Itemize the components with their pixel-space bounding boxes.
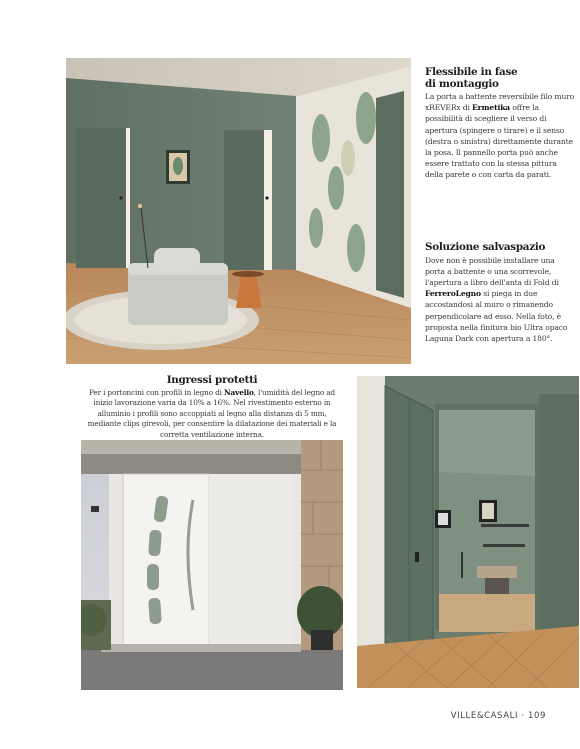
caption-body	[425, 91, 575, 181]
folio-separator: ·	[518, 711, 528, 721]
caption-body	[425, 255, 575, 345]
caption-flessibile	[425, 67, 575, 181]
caption-body	[80, 388, 344, 441]
caption-text: si piega in due accostandosi al muro o rimanendo perpendicolare ad esso. Nella foto, è proposta nella finitura bio Ultra opaco Laguna Dark con apertura a 180°.	[425, 289, 568, 343]
brand-name: Ermetika	[472, 103, 511, 113]
caption-title: Ingressi protetti	[166, 374, 258, 386]
brand-name: Navello	[224, 387, 254, 397]
caption-text: La porta a battente reversibile filo muro xREVERx di	[425, 92, 575, 113]
caption-title: Flessibile in fase di montaggio	[425, 66, 518, 90]
caption-text: Per i portoncini con profili in legno di	[88, 387, 225, 397]
photo-room-flush-doors	[66, 58, 411, 364]
brand-name: FerreroLegno	[425, 289, 481, 299]
magazine-name: VILLE&CASALI	[450, 711, 519, 721]
photo-folding-door	[357, 376, 579, 688]
caption-salvaspazio	[425, 242, 575, 344]
page-number: 109	[527, 711, 546, 721]
caption-text: , l'umidità del legno ad inizio lavorazione varia da 10% a 16%. Nel rivestimento esterno in alluminio i profili sono accoppiati al legno alla distanza di 5 mm, mediante clips girevoli, per consentire la dilatazione dei materiali e la corretta ventilazione interna.	[87, 387, 337, 439]
page-folio	[451, 711, 546, 721]
caption-ingressi	[80, 375, 344, 440]
caption-text: offre la possibilità di scegliere il verso di apertura (spingere o tirare) e il senso (destra o sinistra) direttamente durante la posa. Il pannello porta può anche essere trattato con la stessa pittura della parete o con carta da parati.	[425, 103, 573, 180]
photo-entrance-door	[81, 440, 343, 690]
caption-text: Dove non è possibile installare una porta a battente o una scorrevole, l'apertura a libro dell'anta di Fold di	[425, 255, 559, 287]
caption-title: Soluzione salvaspazio	[425, 241, 546, 253]
